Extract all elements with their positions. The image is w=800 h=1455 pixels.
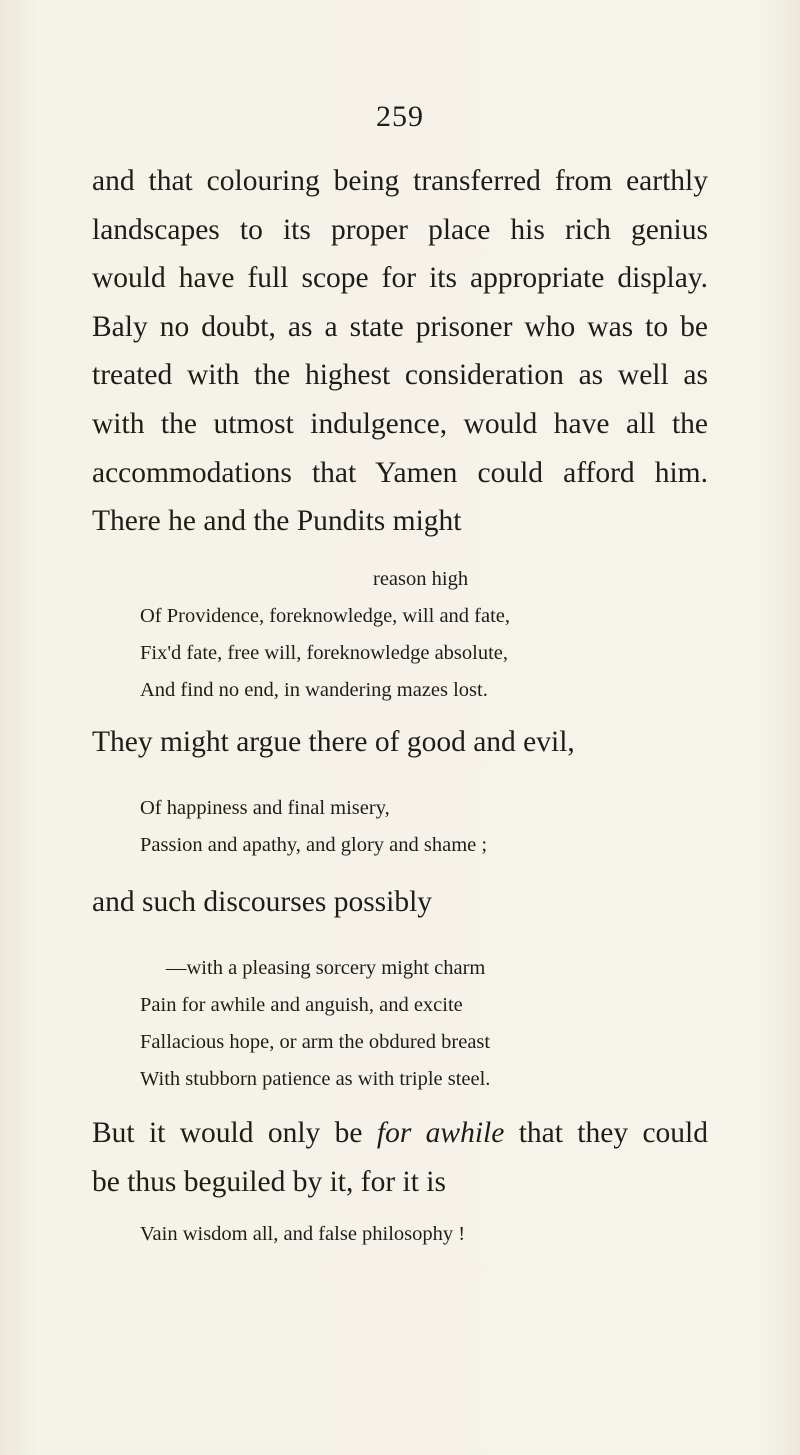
verse-line: Fix'd fate, free will, foreknowledge absolute, — [140, 642, 509, 664]
text-run: But it would only be — [92, 1117, 377, 1149]
text-line: with the utmost indulgence, would have all the — [92, 407, 708, 440]
text-line: landscapes to its proper place his rich genius — [92, 213, 708, 246]
verse-line: Vain wisdom all, and false philosophy ! — [140, 1223, 466, 1245]
text-line — [92, 1109, 708, 1158]
verse-quote-1 — [140, 561, 510, 709]
text-line: and that colouring being transferred from earthly — [92, 165, 708, 197]
page-number: 259 — [376, 100, 424, 133]
text-line: be thus beguiled by it, for it is — [92, 1165, 446, 1198]
verse-line: And find no end, in wandering mazes lost. — [140, 679, 488, 701]
text-line: Baly no doubt, as a state prisoner who was to be — [92, 310, 708, 343]
verse-line: Of Providence, foreknowledge, will and fate, — [140, 605, 511, 627]
verse-line: reason high — [373, 568, 469, 590]
paragraph-1 — [92, 157, 708, 546]
paragraph-3 — [92, 878, 708, 927]
text-line: They might argue there of good and evil, — [92, 726, 575, 758]
verse-line: Passion and apathy, and glory and shame ; — [140, 834, 488, 856]
verse-quote-4 — [140, 1216, 465, 1253]
text-line: and such discourses possibly — [92, 886, 433, 918]
text-line: accommodations that Yamen could afford him. — [92, 456, 708, 489]
paragraph-2 — [92, 718, 708, 767]
verse-line: With stubborn patience as with triple steel. — [140, 1068, 491, 1090]
text-line: There he and the Pundits might — [92, 505, 462, 538]
verse-line: Fallacious hope, or arm the obdured breast — [140, 1031, 491, 1053]
verse-line: Pain for awhile and anguish, and excite — [140, 994, 463, 1016]
verse-quote-2 — [140, 790, 487, 864]
text-line: would have full scope for its appropriate display. — [92, 262, 708, 295]
verse-line: Of happiness and final misery, — [140, 797, 390, 819]
emphasis-text: for awhile — [376, 1117, 505, 1149]
verse-line: —with a pleasing sorcery might charm — [166, 957, 486, 979]
paragraph-4 — [92, 1109, 708, 1206]
verse-quote-3 — [140, 950, 490, 1098]
text-line: treated with the highest consideration as well as — [92, 359, 708, 392]
text-run: that they could — [504, 1117, 708, 1149]
